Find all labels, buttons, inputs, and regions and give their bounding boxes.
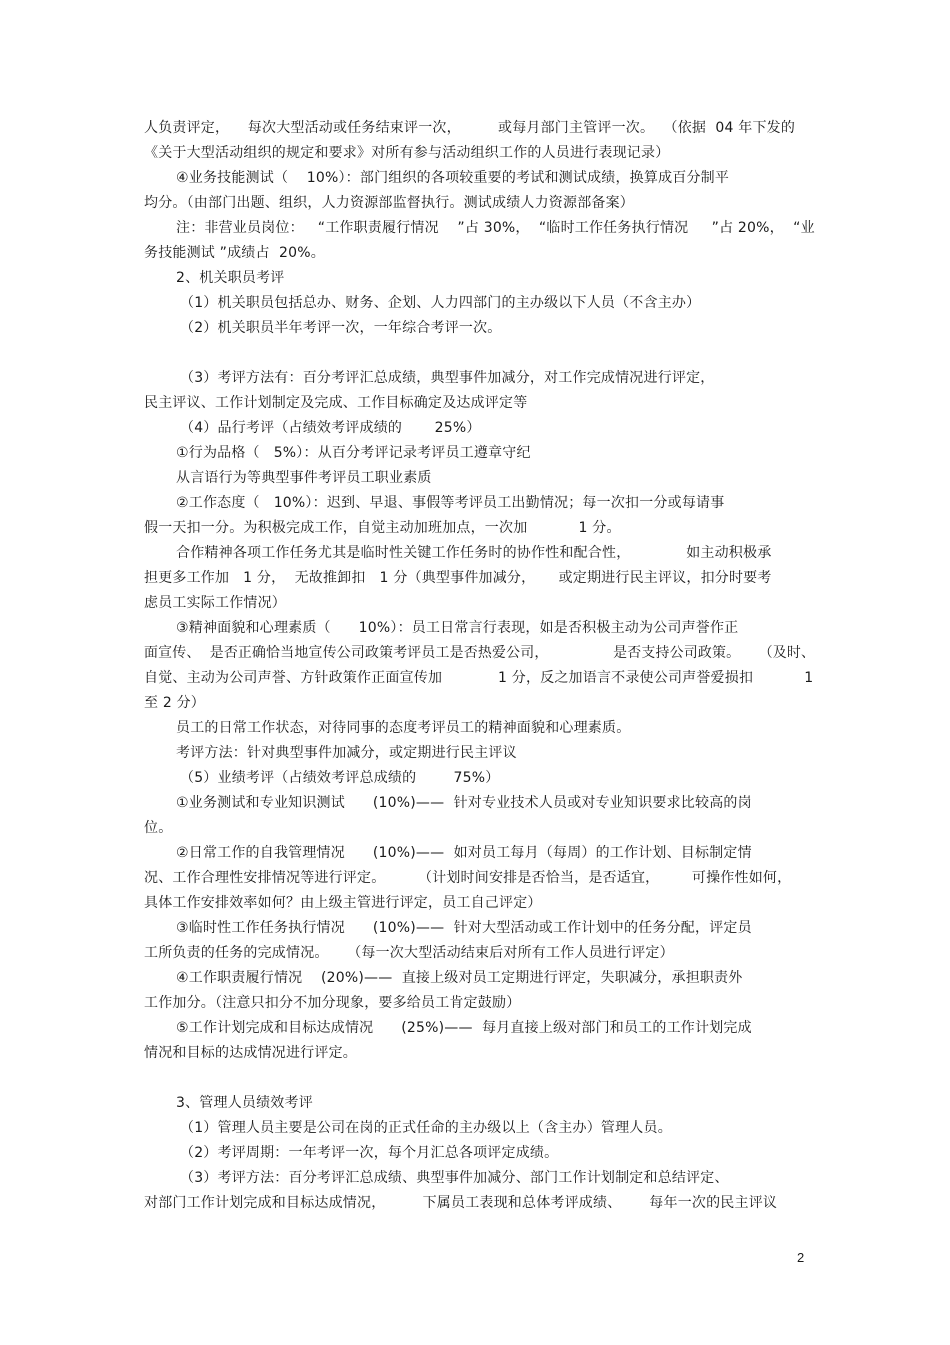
text-line: 《关于大型活动组织的规定和要求》对所有参与活动组织工作的人员进行表现记录） (144, 145, 670, 161)
text-line: （4）品行考评（占绩效考评成绩的 25%） (180, 420, 481, 436)
text-line: 担更多工作加 1 分， 无故推卸扣 1 分（典型事件加减分， 或定期进行民主评议，扣分时要考 (144, 570, 772, 586)
text-line: （1）机关职员包括总办、财务、企划、人力四部门的主办级以下人员（不含主办） (180, 295, 701, 311)
text-line: ③临时性工作任务执行情况 (10%)—— 针对大型活动或工作计划中的任务分配，评定员 (176, 920, 752, 936)
text-line: （2）机关职员半年考评一次，一年综合考评一次。 (180, 320, 502, 336)
text-line: 虑员工实际工作情况） (144, 595, 286, 611)
text-line: 工作加分。（注意只扣分不加分现象，要多给员工肯定鼓励） (144, 995, 521, 1011)
text-line: ①业务测试和专业知识测试 (10%)—— 针对专业技术人员或对专业知识要求比较高的岗 (176, 795, 752, 811)
section-heading: 2、机关职员考评 (176, 270, 285, 286)
text-line: 务技能测试 ”成绩占 20%。 (144, 245, 325, 261)
text-line: 自觉、主动为公司声誉、方针政策作正面宣传加 1 分，反之加语言不录使公司声誉爱损扣 1 (144, 670, 814, 686)
text-line: ④工作职责履行情况 (20%)—— 直接上级对员工定期进行评定，失职减分，承担职责外 (176, 970, 743, 986)
text-line: ①行为品格（ 5%）：从百分考评记录考评员工遵章守纪 (176, 445, 531, 461)
text-line: 至 2 分） (144, 695, 206, 711)
text-line: 员工的日常工作状态，对待同事的态度考评员工的精神面貌和心理素质。 (176, 720, 631, 736)
text-line: 注：非营业员岗位： “工作职责履行情况 ”占 30%， “临时工作任务执行情况 ”占 20%， “业 (176, 220, 815, 236)
text-line: 具体工作安排效率如何？由上级主管进行评定，员工自己评定） (144, 895, 542, 911)
text-line: ④业务技能测试（ 10%）：部门组织的各项较重要的考试和测试成绩，换算成百分制平 (176, 170, 730, 186)
text-line: 况、工作合理性安排情况等进行评定。 （计划时间安排是否恰当，是否适宜， 可操作性如何， (144, 870, 792, 886)
text-line: 民主评议、工作计划制定及完成、工作目标确定及达成评定等 (144, 395, 528, 411)
text-line: 从言语行为等典型事件考评员工职业素质 (176, 470, 432, 486)
text-line: 面宣传、 是否正确恰当地宣传公司政策考评员工是否热爱公司， 是否支持公司政策。 （及时、 (144, 645, 816, 661)
text-line: （3）考评方法有：百分考评汇总成绩，典型事件加减分，对工作完成情况进行评定， (180, 370, 715, 386)
text-line: ②日常工作的自我管理情况 (10%)—— 如对员工每月（每周）的工作计划、目标制定情 (176, 845, 752, 861)
text-line: 合作精神各项工作任务尤其是临时性关键工作任务时的协作性和配合性， 如主动积极承 (176, 545, 772, 561)
text-line: ⑤工作计划完成和目标达成情况 (25%)—— 每月直接上级对部门和员工的工作计划完成 (176, 1020, 752, 1036)
text-line: 考评方法：针对典型事件加减分，或定期进行民主评议 (176, 745, 517, 761)
text-line: 位。 (144, 820, 173, 836)
text-line: （1）管理人员主要是公司在岗的正式任命的主办级以上（含主办）管理人员。 (180, 1120, 672, 1136)
text-line: （2）考评周期：一年考评一次，每个月汇总各项评定成绩。 (180, 1145, 559, 1161)
text-line: ②工作态度（ 10%）：迟到、早退、事假等考评员工出勤情况；每一次扣一分或每请事 (176, 495, 725, 511)
text-line: 人负责评定， 每次大型活动或任务结束评一次， 或每月部门主管评一次。 （依据 04 年下发的 (144, 120, 796, 136)
text-line: 均分。（由部门出题、组织，人力资源部监督执行。测试成绩人力资源部备案） (144, 195, 634, 211)
text-line: （3）考评方法：百分考评汇总成绩、典型事件加减分、部门工作计划制定和总结评定、 (180, 1170, 729, 1186)
text-line: ③精神面貌和心理素质（ 10%）：员工日常言行表现，如是否积极主动为公司声誉作正 (176, 620, 739, 636)
text-line: （5）业绩考评（占绩效考评总成绩的 75%） (180, 770, 500, 786)
page-number: 2 (797, 1250, 805, 1265)
text-line: 情况和目标的达成情况进行评定。 (144, 1045, 357, 1061)
text-line: 假一天扣一分。为积极完成工作，自觉主动加班加点，一次加 1 分。 (144, 520, 621, 536)
section-heading: 3、管理人员绩效考评 (176, 1095, 313, 1111)
text-line: 对部门工作计划完成和目标达成情况， 下属员工表现和总体考评成绩、 每年一次的民主评议 (144, 1195, 778, 1211)
text-line: 工所负责的任务的完成情况。 （每一次大型活动结束后对所有工作人员进行评定） (144, 945, 674, 961)
